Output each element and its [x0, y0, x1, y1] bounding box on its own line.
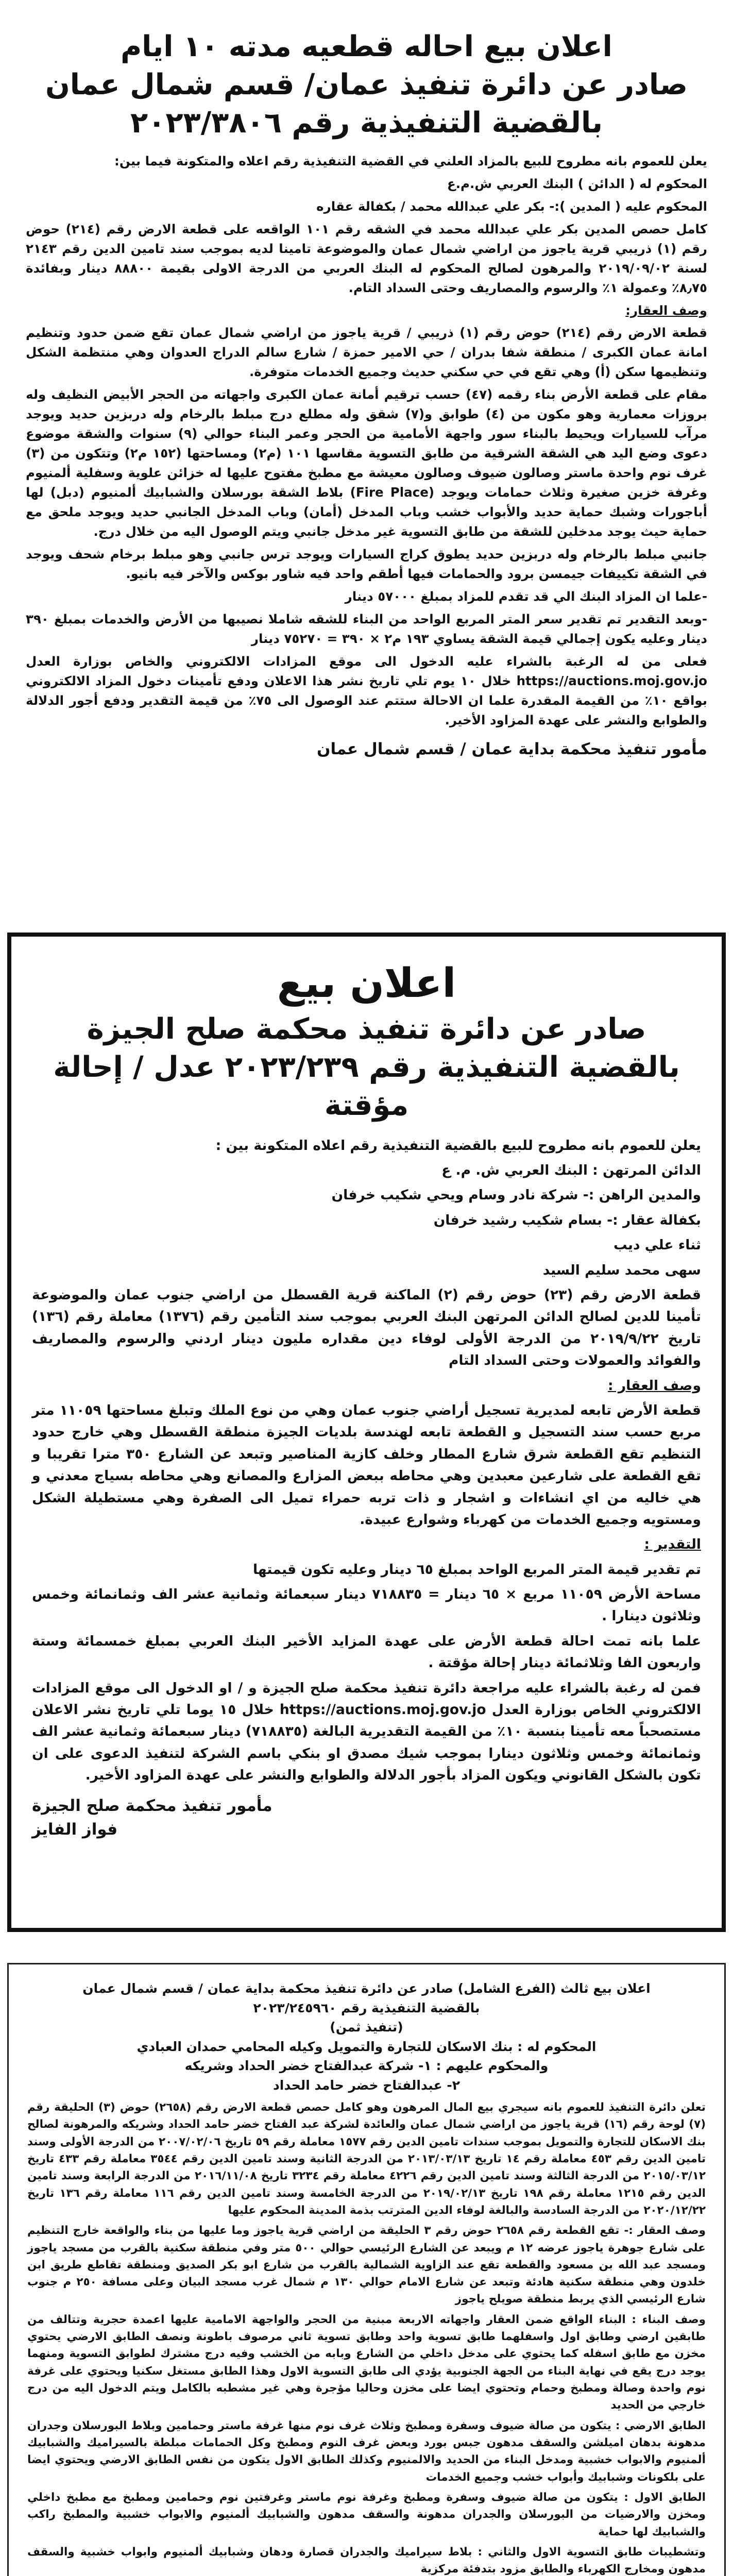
notice-title-line-3: (تنفيذ ثمن) [330, 2020, 403, 2035]
paragraph: الدائن المرتهن : البنك العربي ش. م. ع [441, 1162, 701, 1179]
paragraph: وصف العقار :- تقع القطعة رقم ٢٦٥٨ حوض رقم ٣ الحليقة من اراضي قرية ياجوز وما عليها من بناء والواقعة خارج التنظيم على شارع جوهرة ياجوز عرضه ١٢ م ويبعد عن الشارع الرئيسي حوالي ٥٠٠ متر وفي منطقة سكنية بالقرب من مسجد ياجوز ومسجد عبد الله بن مسعود والقطعة تقع عند الزاوية الشمالية بالقرب من شارع ابو بكر الصديق ومنطقة تقاطع طريق ابن خلدون وهي منطقة سكنية هادئة وتبعد عن شارع الامام حوالي ١٣٠ م شمال غرب مسجد البيان وعلى مسافة ٢٥٠ م جنوب شارع الرئيسي الذي يربط منطقة صويلح ياجوز [27, 2224, 706, 2306]
paragraph: وصف البناء : البناء الواقع ضمن العقار واجهاته الاربعة مبنية من الحجر والواجهة الامامية عليها اعمدة حجرية وتتالف من طابقين ارضي وطابق اول واسفلهما طابق تسوية واحد وطابق تسوية ثاني مرصوف باطونة ونصف الطابق الارضي يحتوي مخزن مع طابق اسفله كما يحتوي على مدخل داخلي من الشارع وبابه من الخشب وفيه درج مشترك لطوابق التسوية ومنهما يوجد درج يقع في نهاية البناء من الجهة الجنوبية يؤدي الى طابق التسوية الاول وهذا الطابق مستغل سكنيا ويحتوي على غرفة نوم واحدة وصالة ومطبخ وحمام وتحتوي ايضا على مخزن وحاليا مؤجرة وهي غير مشطبه بالكامل ويتم الدخول اليه من درج خارجي من الحديد [27, 2313, 706, 2412]
notice-title-line-1: اعلان بيع احاله قطعيه مدته ١٠ ايام [121, 30, 612, 63]
paragraph: مساحة الأرض ١١٠٥٩ مربع × ٦٥ دينار = ٧١٨٨٣٥ دينار سبعمائة وثمانية عشر الف وثمانمائة وخمس وثلاثون دينارا . [32, 1586, 701, 1624]
paragraph: علما بانه تمت احالة قطعة الأرض على عهدة المزايد الأخير البنك العربي بمبلغ خمسمائة وستة واربعون الفا وثلاثمائة دينار إحالة مؤقتة . [32, 1633, 701, 1671]
paragraph: وصف العقار : [608, 1377, 701, 1394]
paragraph: قطعة الارض رقم (٢٣) حوض رقم (٢) الماكنة قرية القسطل من اراضي جنوب عمان والموضوعة تأمينا للدين لصالح الدائن المرتهن البنك العربي بموجب سند التأمين رقم (١٣٧٦) معاملة رقم (١٣٦) تاريخ ٢٠١٩/٩/٢٢ من الدرجة الأولى لوفاء دين مقداره مليون دينار اردني والرسوم والمصاريف والفوائد والعمولات وحتى السداد التام [32, 1287, 701, 1369]
notice-title-line-1: اعلان بيع [277, 960, 456, 1007]
notice-title-line-2: صادر عن دائرة تنفيذ محكمة صلح الجيزة [87, 1012, 646, 1046]
paragraph: وصف العقار: [625, 302, 707, 318]
paragraph: يعلن للعموم بانه مطروح للبيع بالمزاد العلني في القضية التنفيذية رقم اعلاه والمتكونة فيما بين: [114, 153, 707, 168]
notice-header [27, 1979, 706, 2095]
paragraph: قطعة الارض رقم (٢١٤) حوض رقم (١) ذريبي / قرية ياجوز من اراضي شمال عمان تقع ضمن حدود وتنظيم امانة عمان الكبرى / منطقة شفا بدران / حي الامير حمزة / شارع سالم الدراج العدوان وهي منتظمة الشكل وتنظيمها سكن (أ) وهي تقع في حي سكني حديث وجميع الخدمات متوفرة. [26, 325, 707, 380]
paragraph: فمن له رغبة بالشراء عليه مراجعة دائرة تنفيذ محكمة صلح الجيزة و / او الدخول الى موقع المزادات الالكتروني الخاص بوزارة العدل https://auctions.moj.gov.jo خلال ١٥ يوما تلي تاريخ نشر الاعلان مستصحباً معه تأمينا بنسبة ١٠٪ من القيمة التقديرية البالغة (٧١٨٨٣٥) دينار سبعمائة وثمانية عشر الف وثمانمائة وخمس وثلاثون دينارا بموجب شيك مصدق او بنكي باسم الشركة لتنفيذ الدعوى على ان تكون بالشكل القانوني ويكون المزاد بأجور الدلالة والطوابع والنشر على عهدة المزاود الأخير. [32, 1680, 701, 1784]
paragraph: تم تقدير قيمة المتر المربع الواحد بمبلغ ٦٥ دينار وعليه تكون قيمتها [252, 1561, 701, 1578]
debtor-line-1: والمحكوم عليهم : ١- شركة عبدالفتاح خضر الحداد وشريكه [184, 2058, 549, 2073]
paragraph: -وبعد التقدير تم تقدير سعر المتر المربع الواحد من البناء للشقه شاملا نصيبها من الأرض والخدمات بمبلغ ٣٩٠ دينار وعليه يكون إجمالي قيمة الشقة يساوي ١٩٣ م٢ × ٣٩٠ = ٧٥٢٧٠ دينار [26, 612, 707, 646]
paragraph: كامل حصص المدين بكر علي عبدالله محمد في الشقه رقم ١٠١ الواقعه على قطعة الارض رقم (٢١٤) حوض رقم (١) ذريبي قرية ياجوز من اراضي شمال عمان والموضوعة تامينا لديه بموجب سند تامين الدين رقم ٢١٤٣ لسنة ٢٠١٩/٠٩/٠٢ والمرهون لصالح المحكوم له البنك العربي من الدرجة الاولى بقيمة ٨٨٨٠٠ دينار وبفائدة ٨٫٧٥٪ وعمولة ١٪ والرسوم والمصاريف وحتى السداد التام. [26, 221, 707, 295]
signature-line-1: مأمور تنفيذ محكمة صلح الجيزة [32, 1796, 272, 1815]
auction-notice-amman-north [7, 10, 726, 896]
signature [32, 1794, 701, 1842]
paragraph: يعلن للعموم بانه مطروح للبيع بالقضية التنفيذية رقم اعلاه المتكونة بين : [215, 1137, 701, 1154]
paragraph: قطعة الأرض تابعه لمديرية تسجيل أراضي جنوب عمان وهي من نوع الملك وتبلغ مساحتها ١١٠٥٩ متر مربع حسب سند التسجيل و القطعة تابعه لهندسة بلديات الجيزة منطقة القسطل وهي خارج حدود التنظيم تقع القطعة شرق شارع المطار وخلف كازية المناصير وتبعد عن الشارع ٣٥٠ مترا تقريبا و تقع القطعة على شارعين معبدين وهي محاطه ببعض المزارع والمصانع وهي محاطه بسياج معدني و هي خاليه من اي انشاءات و اشجار و ذات تربه حمراء تميل الى الصفرة وهي مستطيلة الشكل ومستويه وجميع الخدمات من كهرباء وشوارع عبيدة. [32, 1402, 702, 1528]
paragraph: الطابق الاول : يتكون من صالة ضيوف وسفرة ومطبخ وغرفة نوم ماستر وغرفتين نوم وحمامين ومطبخ مع مطبخ داخلي ومخزن والارضيات من البورسلان والجدران مدهونة والسقف مدهون والشبابيك ألمنيوم والابواب خشبية والمطبخ راكب والشبابيك لها حماية [27, 2490, 706, 2538]
paragraph: الطابق الارضي : يتكون من صالة ضيوف وسفرة ومطبخ وثلاث غرف نوم منها غرفة ماستر وحمامين وبلاط البورسلان وجدران مدهونة بدهان اميلشن والسقف مدهون جبس بورد وبعض غرف النوم ومطبخ وكل الحمامات مبلطة بالسيراميك والشبابيك ألمنيوم والابواب خشبية ومدخل البناء من الحديد والالمنيوم وكذلك الطابق الاول يتكون من نفس الطابق الارضي ويحتوي ايضا على بلكونات وشبابيك وأبواب خشب وجميع الخدمات [27, 2419, 706, 2484]
paragraph: فعلى من له الرغبة بالشراء عليه الدخول الى موقع المزادات الالكتروني والخاص بوزارة العدل https://auctions.moj.gov.jo خلال ١٠ يوم تلي تاريخ نشر هذا الاعلان ودفع تأمينات دخول المزاد الالكتروني بواقع ١٠٪ من القيمة المقدرة علما ان الاحالة ستتم عند الوصول الى ٧٥٪ من قيمة التقدير ودفع أجور الدلالة والطوابع والنشر على عهدة المزاود الأخير. [26, 653, 708, 727]
paragraph: التقدير : [644, 1536, 701, 1553]
signature: مأمور تنفيذ محكمة بداية عمان / قسم شمال عمان [317, 739, 707, 758]
notice-title-line-3: بالقضية التنفيذية رقم ٢٠٢٣/٣٨٠٦ [130, 106, 603, 140]
notice-title-line-3: بالقضية التنفيذية رقم ٢٠٢٣/٢٣٩ عدل / إحالة مؤقتة [53, 1050, 680, 1122]
debtor-line-2: ٢- عبدالفتاح خضر حامد الحداد [272, 2077, 461, 2093]
notice-body [27, 2099, 706, 2576]
notice-title-line-1: اعلان بيع ثالث (الفرع الشامل) صادر عن دائرة تنفيذ محكمة بداية عمان / قسم شمال عمان [82, 1981, 651, 1996]
paragraph: بكفالة عقار :- بسام شكيب رشيد خرفان [433, 1212, 701, 1228]
paragraph: سهى محمد سليم السيد [542, 1262, 701, 1278]
paragraph: تعلن دائرة التنفيذ للعموم بانه سيجري بيع المال المرهون وهو كامل حصص قطعة الارض رقم (٢٦٥٨) حوض (٣) الحليقة رقم (٧) لوحة رقم (١٦) قرية ياجوز من اراضي شمال عمان والعائدة لشركة عبد الفتاح خضر حامد الحداد وشريكه والمرهونة لصالح بنك الاسكان للتجارة والتمويل بموجب سندات تامين الدين رقم ١٥٧٧ معاملة رقم ٥٩ تاريخ ٢٠٠٧/٠٢/٠٦ من الدرجة الأولى وسند تامين الدين رقم ٤٥٣ معاملة رقم ١٤ تاريخ ٢٠١٣/٠٣/١٣ من الدرجة الثانية وسند تامين الدين رقم ٣٥٤٤ معاملة رقم ٤٣٣ تاريخ ٢٠١٥/٠٣/١٢ من الدرجة الثالثة وسند تامين الدين رقم ٤٢٢٦ معاملة رقم ٣٢٣٤ تاريخ ٢٠١٦/١١/٠٨ من الدرجة الرابعة وسند تامين الدين رقم ١٢١٥ معاملة رقم ١٩٨ تاريخ ٢٠١٩/٠٢/١٣ من الدرجة الخامسة وسند تامين الدين رقم ١١٦ معاملة رقم ١٣٦ تاريخ ٢٠٢٠/١٢/٢٢ من الدرجة السادسة والبالغة لوفاء الدين المترتب بذمة المدينة المحكوم عليها [27, 2101, 706, 2217]
paragraph: والمدين الراهن :- شركة نادر وسام ويحي شكيب خرفان [331, 1187, 701, 1204]
signature-line-2: فواز الفايز [32, 1820, 118, 1839]
auction-notice-jiza [7, 933, 726, 1932]
paragraph: ثناء علي ديب [613, 1237, 701, 1253]
paragraph: المحكوم عليه ( المدين ):- بكر علي عبدالله محمد / بكفالة عقاره [316, 198, 707, 214]
notice-title-line-2: صادر عن دائرة تنفيذ عمان/ قسم شمال عمان [45, 67, 688, 101]
paragraph: المحكوم له ( الدائن ) البنك العربي ش.م.ع [447, 176, 707, 191]
paragraph: جانبي مبلط بالرخام وله دربزين حديد يطوق كراج السيارات ويوجد ترس جانبي وهو مبلط برخام شحف ويوجد في الشقة تكييفات جيمسن برود والحمامات فيها أطقم واحد فيه شاور بوكس والآخر فيه بانيو. [26, 547, 707, 582]
paragraph: وتشطيبات طابق التسوية الاول والثاني : بلاط سيراميك والجدران قصارة ودهان وشبابيك ألمنيوم وابواب خشبية والسقف مدهون ومخارج الكهرباء والطابق مزود بتدفئة مركزية [27, 2545, 706, 2576]
paragraph: مقام على قطعة الأرض بناء رقمه (٤٧) حسب ترقيم أمانة عمان الكبرى واجهاته من الحجر الأبيض النظيف وله بروزات معمارية وهو مكون من (٤) طوابق و(٧) شقق وله مطلع درج مبلط بالرخام وله دربزين حديد ويوجد مرآب للسيارات ويحيط بالبناء سور واجهة الأمامية من الحجر وعمر البناء حوالي (٩) سنوات والشقة موضوع دعوى وضع اليد هي الشقة الشرقية من طابق التسوية مقاسها ١٠١ (م٢) ومساحتها (١٥٢ م٢) وتتكون من (٣) غرف نوم واحدة ماستر وصالون ضيوف وصالون معيشة مع مطبخ مفتوح عليها له خزائن علوية وسفلية ألمنيوم وغرفة خزين صغيرة وثلاث حمامات ويوجد (Fire Place) بلاط الشقة بورسلان والشبابيك ألمنيوم (دبل) لها أباجورات وشبك حماية حديد والأبواب خشب وباب المدخل (أمان) وباب المدخل الجانبي حديد ويوجد ملحق مع حماية حيث يوجد مدخلين للشقة من طابق التسوية غير مدخل جانبي ويتم الوصول اليه من خلال درج. [26, 387, 707, 539]
notice-body [32, 1135, 701, 1787]
notice-body [26, 151, 707, 730]
paragraph: -علما ان المزاد البنك الي قد تقدم للمزاد بمبلغ ٥٧٠٠٠ دينار [345, 589, 707, 604]
notice-title-line-2: بالقضية التنفيذية رقم ٢٠٢٣/٢٤٥٩٦٠ [253, 2000, 480, 2015]
creditor-line: المحكوم له : بنك الاسكان للتجارة والتمويل وكيله المحامي حمدان العبادي [137, 2039, 596, 2054]
auction-notice-housing-bank [7, 1963, 726, 2576]
